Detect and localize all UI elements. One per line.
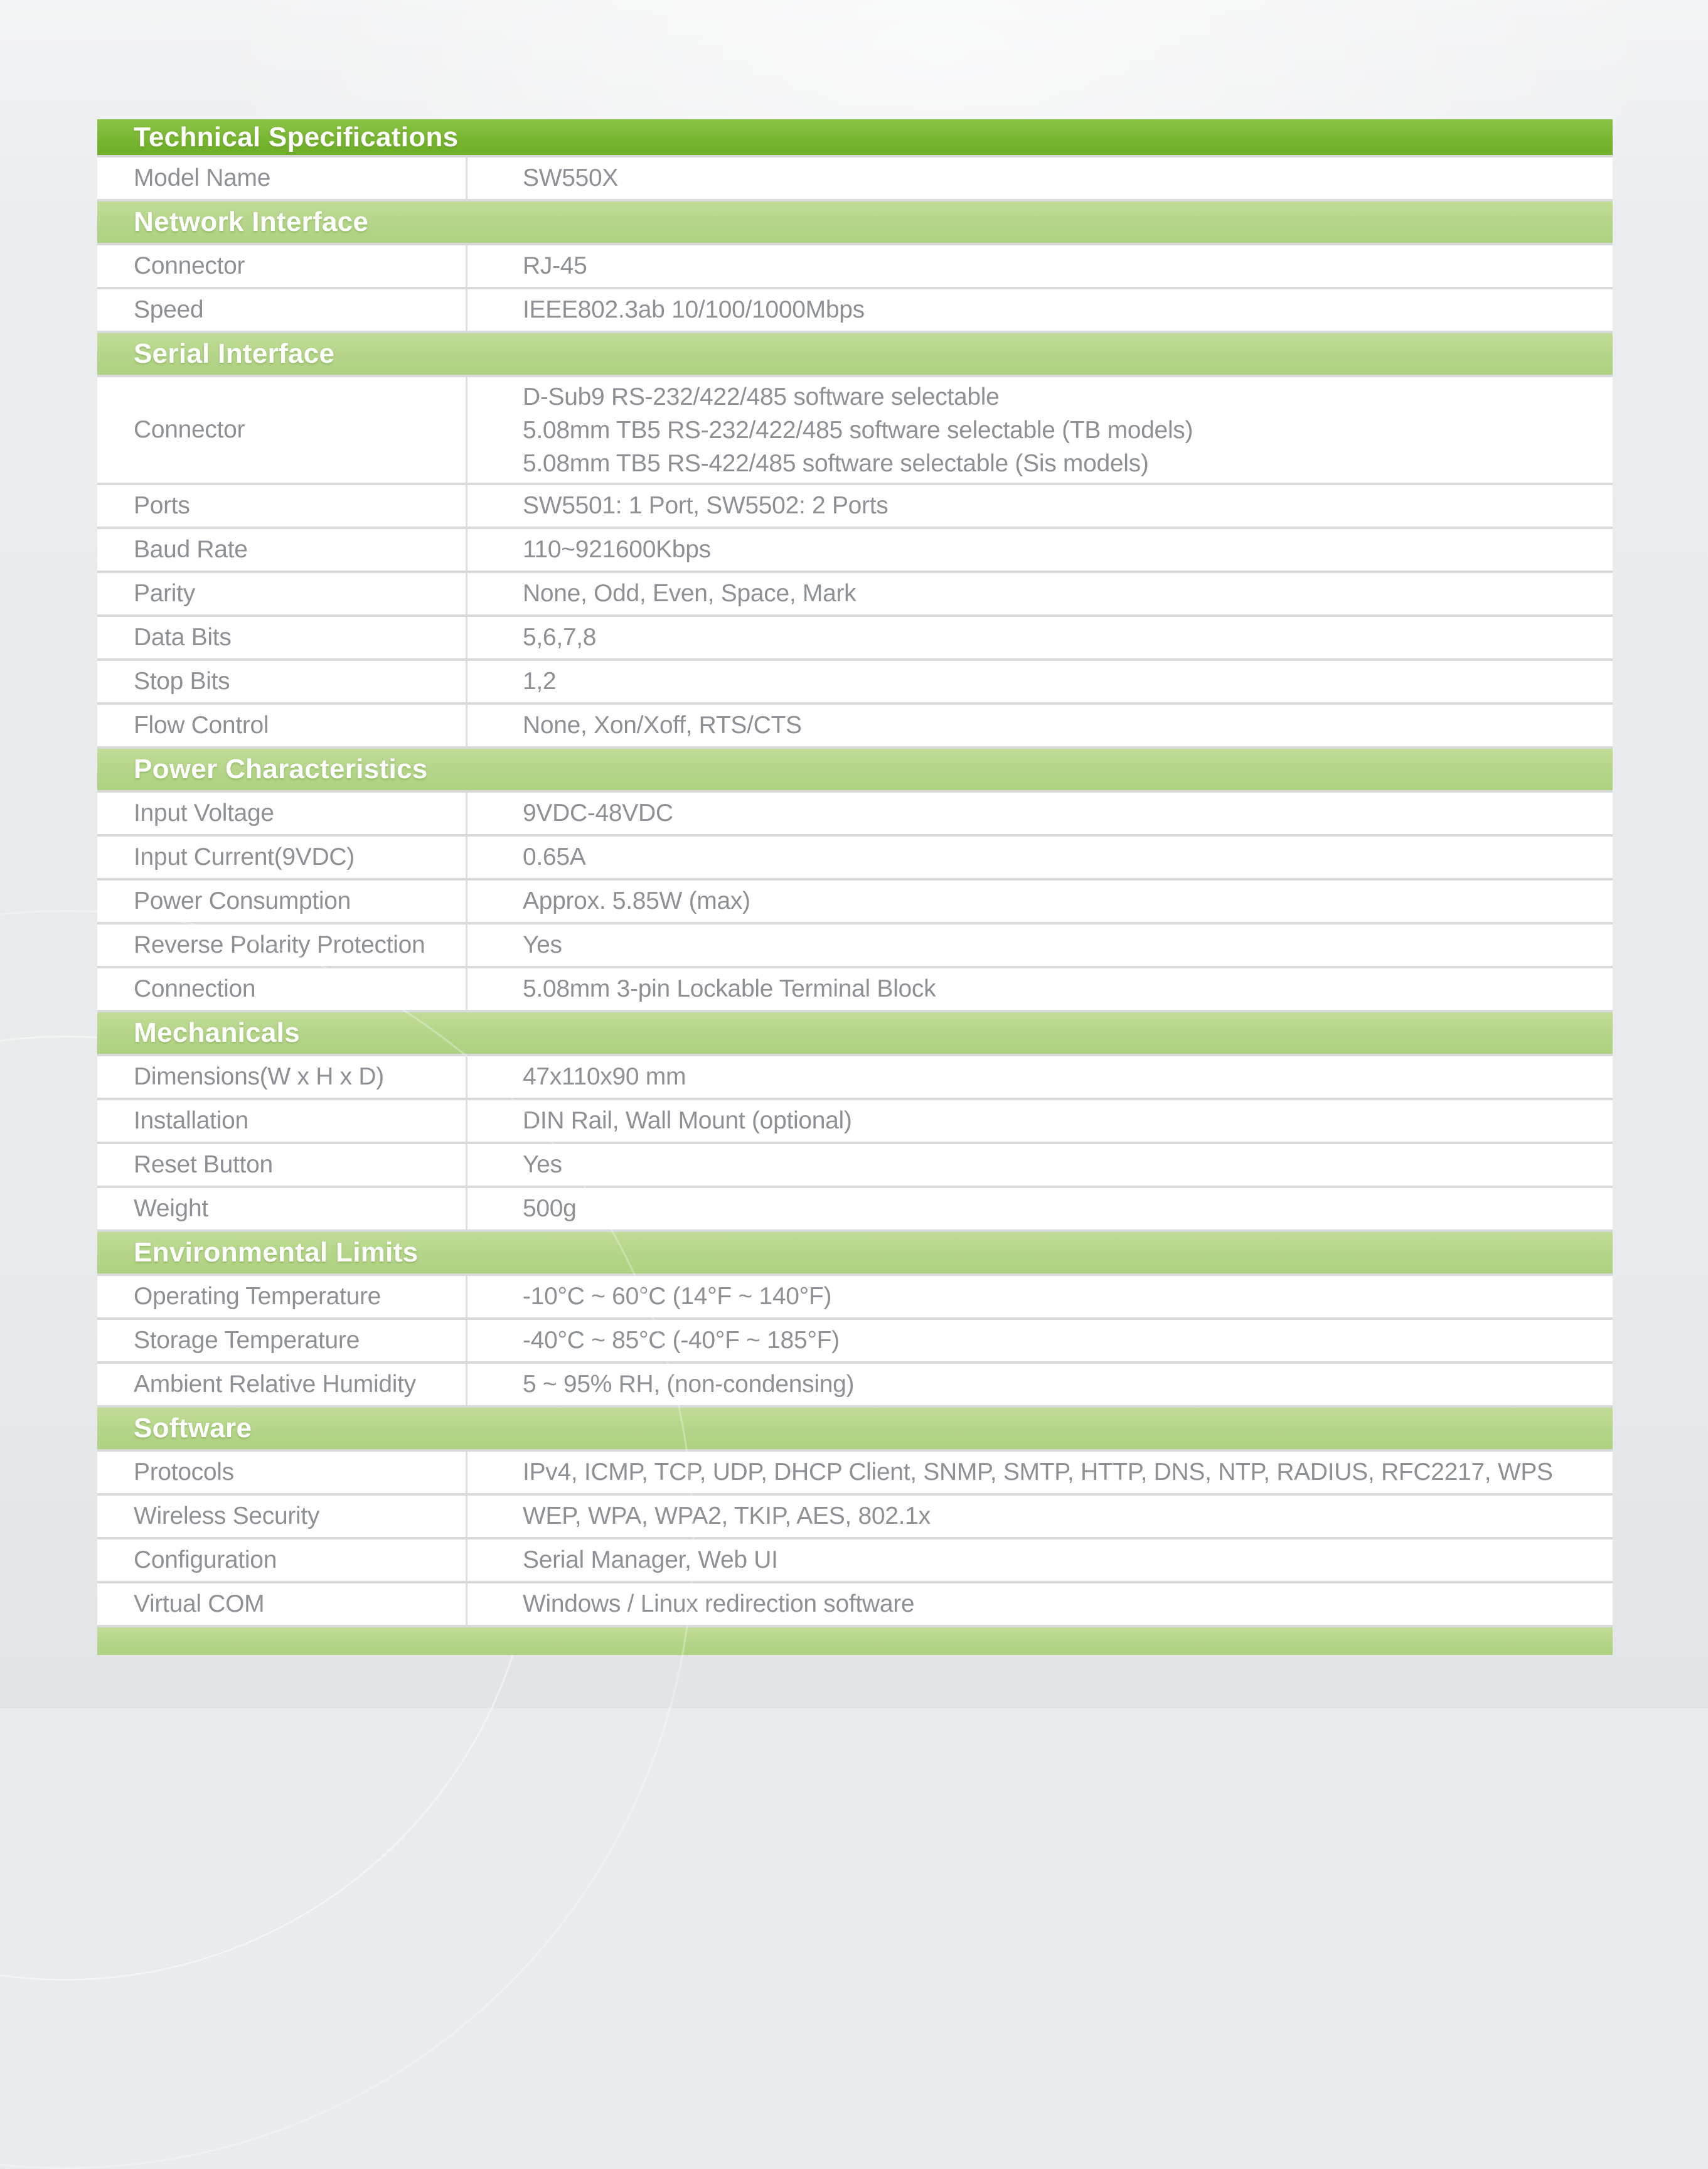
- row-value-cell: [467, 1496, 1613, 1537]
- row-label: Flow Control: [134, 712, 269, 739]
- row-value: Serial Manager, Web UI: [523, 1546, 778, 1573]
- row-value-cell: [467, 1100, 1613, 1142]
- row-label: Data Bits: [134, 624, 232, 651]
- row-value-cell: [467, 968, 1613, 1010]
- spec-row: [97, 1054, 1613, 1098]
- section-header-label: Network Interface: [134, 206, 369, 237]
- section-header-label: Power Characteristics: [134, 754, 428, 785]
- row-label: Protocols: [134, 1459, 234, 1486]
- row-value: Yes: [523, 1151, 562, 1178]
- row-label-cell: [97, 1496, 467, 1537]
- row-label: Weight: [134, 1195, 208, 1222]
- spec-row: [97, 922, 1613, 966]
- row-value-cell: [467, 1540, 1613, 1581]
- row-label-cell: [97, 1320, 467, 1361]
- section-header: [97, 746, 1613, 790]
- row-label: Connector: [134, 416, 245, 443]
- row-label-cell: [97, 837, 467, 878]
- row-label-cell: [97, 617, 467, 658]
- row-value: 9VDC-48VDC: [523, 800, 673, 827]
- spec-row: [97, 702, 1613, 746]
- row-label-cell: [97, 1540, 467, 1581]
- spec-row: [97, 878, 1613, 922]
- row-value-cell: [467, 1364, 1613, 1405]
- row-value: Approx. 5.85W (max): [523, 887, 750, 914]
- row-value-cell: [467, 1583, 1613, 1625]
- row-value-cell: [467, 485, 1613, 527]
- section-header: [97, 1405, 1613, 1449]
- spec-row: [97, 1361, 1613, 1405]
- row-value-line: 5.08mm TB5 RS-232/422/485 software selectable (TB models): [523, 416, 1193, 444]
- row-label: Wireless Security: [134, 1502, 320, 1529]
- row-value: Windows / Linux redirection software: [523, 1590, 915, 1617]
- row-value: 5.08mm 3-pin Lockable Terminal Block: [523, 975, 936, 1002]
- row-label-cell: [97, 661, 467, 702]
- spec-row: [97, 790, 1613, 834]
- spec-row: [97, 1581, 1613, 1625]
- section-header-label: Serial Interface: [134, 338, 335, 369]
- spec-row: [97, 1186, 1613, 1229]
- row-label-cell: [97, 245, 467, 287]
- row-label: Dimensions(W x H x D): [134, 1063, 384, 1090]
- row-value-line: D-Sub9 RS-232/422/485 software selectable: [523, 383, 1000, 410]
- row-value: Yes: [523, 931, 562, 958]
- row-value: -40°C ~ 85°C (-40°F ~ 185°F): [523, 1327, 840, 1354]
- row-value: 5,6,7,8: [523, 624, 597, 651]
- row-label-cell: [97, 1364, 467, 1405]
- row-label-cell: [97, 924, 467, 966]
- row-value: 47x110x90 mm: [523, 1063, 686, 1090]
- row-value: RJ-45: [523, 252, 587, 279]
- spec-row: [97, 614, 1613, 658]
- row-value-cell: [467, 289, 1613, 331]
- row-value-cell: [467, 793, 1613, 834]
- row-value: IEEE802.3ab 10/100/1000Mbps: [523, 296, 865, 323]
- spec-row: [97, 966, 1613, 1010]
- row-label-cell: [97, 1100, 467, 1142]
- row-label-cell: [97, 1583, 467, 1625]
- table-title-band: [97, 119, 1613, 155]
- row-label-cell: [97, 793, 467, 834]
- section-header: [97, 199, 1613, 243]
- row-label: Stop Bits: [134, 668, 230, 695]
- row-value: DIN Rail, Wall Mount (optional): [523, 1107, 852, 1134]
- row-label: Reverse Polarity Protection: [134, 931, 425, 958]
- row-value-cell: [467, 1188, 1613, 1229]
- row-value-cell: [467, 245, 1613, 287]
- row-label-cell: [97, 1144, 467, 1186]
- row-value-cell: [467, 1056, 1613, 1098]
- row-value-cell: [467, 377, 1613, 483]
- row-label-cell: [97, 1188, 467, 1229]
- row-value-cell: [467, 1320, 1613, 1361]
- spec-row: [97, 1142, 1613, 1186]
- row-label: Virtual COM: [134, 1590, 265, 1617]
- row-value: 5 ~ 95% RH, (non-condensing): [523, 1371, 855, 1398]
- row-label: Ports: [134, 492, 190, 519]
- section-header-label: Software: [134, 1413, 252, 1443]
- spec-row: [97, 483, 1613, 527]
- row-label-cell: [97, 1276, 467, 1317]
- row-label: Connector: [134, 252, 245, 279]
- row-label-cell: [97, 158, 467, 199]
- row-value: None, Odd, Even, Space, Mark: [523, 580, 857, 607]
- row-value-cell: [467, 837, 1613, 878]
- row-value-cell: [467, 158, 1613, 199]
- row-label: Storage Temperature: [134, 1327, 360, 1354]
- row-value-cell: [467, 881, 1613, 922]
- row-label: Baud Rate: [134, 536, 248, 563]
- row-value: 500g: [523, 1195, 577, 1222]
- row-label-cell: [97, 968, 467, 1010]
- row-value-cell: [467, 617, 1613, 658]
- row-value-cell: [467, 924, 1613, 966]
- row-value: IPv4, ICMP, TCP, UDP, DHCP Client, SNMP, SMTP, HTTP, DNS, NTP, RADIUS, RFC2217, WPS: [523, 1459, 1553, 1486]
- spec-table: [97, 119, 1613, 1655]
- row-value: 110~921600Kbps: [523, 536, 711, 563]
- row-value-cell: [467, 1276, 1613, 1317]
- section-header: [97, 331, 1613, 375]
- row-label: Power Consumption: [134, 887, 351, 914]
- spec-row: [97, 527, 1613, 570]
- section-header-label: Environmental Limits: [134, 1237, 419, 1268]
- row-label-cell: [97, 485, 467, 527]
- row-label-cell: [97, 377, 467, 483]
- row-value: SW550X: [523, 164, 619, 191]
- spec-row: [97, 1537, 1613, 1581]
- row-value-cell: [467, 1452, 1613, 1493]
- spec-row: [97, 658, 1613, 702]
- spec-row: [97, 375, 1613, 483]
- row-label: Model Name: [134, 164, 271, 191]
- section-header: [97, 1229, 1613, 1273]
- row-value-line: 5.08mm TB5 RS-422/485 software selectable (Sis models): [523, 449, 1149, 477]
- spec-row: [97, 243, 1613, 287]
- row-label-cell: [97, 1056, 467, 1098]
- spec-row: [97, 1098, 1613, 1142]
- row-value-cell: [467, 661, 1613, 702]
- row-value: 1,2: [523, 668, 557, 695]
- spec-row: [97, 1493, 1613, 1537]
- spec-row: [97, 287, 1613, 331]
- row-value: WEP, WPA, WPA2, TKIP, AES, 802.1x: [523, 1502, 931, 1529]
- section-header-label: Mechanicals: [134, 1017, 300, 1048]
- spec-row: [97, 1317, 1613, 1361]
- row-label: Operating Temperature: [134, 1283, 382, 1310]
- row-value-cell: [467, 705, 1613, 746]
- spec-row: [97, 1449, 1613, 1493]
- row-label: Parity: [134, 580, 195, 607]
- section-header-label: Technical Specifications: [134, 121, 459, 153]
- row-value-cell: [467, 529, 1613, 570]
- spec-row: [97, 155, 1613, 199]
- section-header-partial: [97, 1625, 1613, 1655]
- row-value: -10°C ~ 60°C (14°F ~ 140°F): [523, 1283, 832, 1310]
- row-label-cell: [97, 705, 467, 746]
- row-value-cell: [467, 1144, 1613, 1186]
- row-label: Connection: [134, 975, 256, 1002]
- row-value-cell: [467, 573, 1613, 614]
- row-value: SW5501: 1 Port, SW5502: 2 Ports: [523, 492, 889, 519]
- row-value: None, Xon/Xoff, RTS/CTS: [523, 712, 802, 739]
- section-header: [97, 1010, 1613, 1054]
- row-label-cell: [97, 1452, 467, 1493]
- row-label-cell: [97, 529, 467, 570]
- row-label: Configuration: [134, 1546, 277, 1573]
- row-label: Installation: [134, 1107, 248, 1134]
- row-label: Speed: [134, 296, 204, 323]
- row-label: Reset Button: [134, 1151, 273, 1178]
- row-value: 0.65A: [523, 844, 586, 870]
- spec-row: [97, 1273, 1613, 1317]
- row-label: Input Voltage: [134, 800, 274, 827]
- row-label-cell: [97, 573, 467, 614]
- spec-row: [97, 570, 1613, 614]
- row-label: Ambient Relative Humidity: [134, 1371, 416, 1398]
- row-label-cell: [97, 881, 467, 922]
- row-label-cell: [97, 289, 467, 331]
- row-label: Input Current(9VDC): [134, 844, 355, 870]
- spec-row: [97, 834, 1613, 878]
